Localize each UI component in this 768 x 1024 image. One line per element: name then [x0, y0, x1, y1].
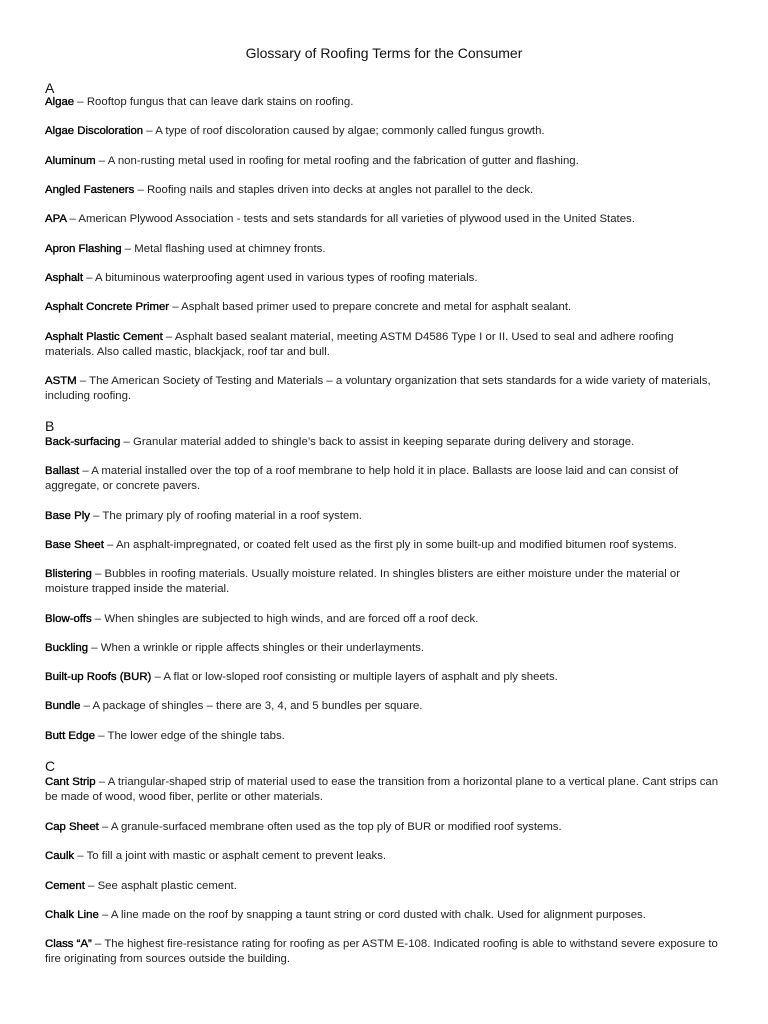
glossary-definition: A line made on the roof by snapping a taunt string or cord dusted with chalk. Used for alignment purposes.: [110, 909, 646, 921]
term-separator: –: [84, 880, 98, 892]
glossary-term: APA: [45, 213, 67, 225]
glossary-definition: Granular material added to shingle’s back to assist in keeping separate during delivery and storage.: [133, 436, 635, 448]
term-separator: –: [66, 213, 79, 225]
glossary-definition: Bubbles in roofing materials. Usually moisture related. In shingles blisters are either moisture under the material or moisture trapped inside the material.: [45, 568, 681, 595]
term-separator: –: [98, 909, 111, 921]
glossary-entry: [45, 820, 725, 835]
section-letter-a: A: [45, 80, 55, 96]
glossary-definition: A package of shingles – there are 3, 4, and 5 bundles per square.: [92, 700, 423, 712]
glossary-entry: [45, 183, 725, 198]
term-separator: –: [88, 642, 101, 654]
glossary-term: Asphalt Plastic Cement: [45, 331, 163, 343]
glossary-entry: [45, 612, 725, 627]
glossary-entry: [45, 879, 725, 894]
glossary-entry: [45, 509, 725, 524]
glossary-entry: [45, 464, 725, 494]
glossary-entry: [45, 95, 725, 110]
term-separator: –: [95, 776, 108, 788]
glossary-definition: A non-rusting metal used in roofing for metal roofing and the fabrication of gutter and flashing.: [107, 155, 579, 167]
term-separator: –: [121, 243, 135, 255]
glossary-term: Algae: [45, 96, 75, 108]
term-separator: –: [91, 568, 105, 580]
glossary-term: Asphalt: [45, 272, 83, 284]
glossary-term: Caulk: [45, 850, 75, 862]
term-separator: –: [89, 510, 103, 522]
glossary-definition: A bituminous waterproofing agent used in various types of roofing materials.: [95, 272, 478, 284]
glossary-term: Cap Sheet: [45, 821, 99, 833]
glossary-definition: Rooftop fungus that can leave dark stains on roofing.: [86, 96, 354, 108]
glossary-definition: The American Society of Testing and Materials – a voluntary organization that sets standards for a wide variety of materials, including roofing.: [45, 375, 711, 402]
glossary-definition: The lower edge of the shingle tabs.: [107, 730, 285, 742]
glossary-entry: [45, 775, 725, 805]
document-title: Glossary of Roofing Terms for the Consumer: [245, 45, 523, 61]
glossary-definition: An asphalt-impregnated, or coated felt used as the first ply in some built-up and modified bitumen roof systems.: [115, 539, 677, 551]
glossary-term: Algae Discoloration: [45, 125, 144, 137]
glossary-definition: A triangular-shaped strip of material used to ease the transition from a horizontal plane to a vertical plane. Cant strips can be made of wood, wood fiber, perlite or other materials.: [45, 776, 719, 803]
term-separator: –: [74, 96, 87, 108]
glossary-entry: [45, 937, 725, 967]
glossary-definition: To fill a joint with mastic or asphalt cement to prevent leaks.: [86, 850, 387, 862]
glossary-definition: When shingles are subjected to high winds, and are forced off a roof deck.: [104, 613, 479, 625]
glossary-term: Angled Fasteners: [45, 184, 135, 196]
glossary-term: Bundle: [45, 700, 81, 712]
term-separator: –: [95, 730, 108, 742]
glossary-entry: [45, 908, 725, 923]
glossary-term: Asphalt Concrete Primer: [45, 301, 170, 313]
glossary-definition: A granule-surfaced membrane often used as the top ply of BUR or modified roof systems.: [110, 821, 562, 833]
glossary-term: ASTM: [45, 375, 77, 387]
term-separator: –: [91, 938, 105, 950]
glossary-term: Blistering: [45, 568, 92, 580]
term-separator: –: [95, 155, 108, 167]
glossary-entry: [45, 154, 725, 169]
glossary-term: Blow-offs: [45, 613, 92, 625]
glossary-definition: Asphalt based primer used to prepare concrete and metal for asphalt sealant.: [181, 301, 572, 313]
glossary-definition: A material installed over the top of a roof membrane to help hold it in place. Ballasts are loose laid and can consist of aggregate, or concrete pavers.: [45, 465, 679, 492]
glossary-definition: A type of roof discoloration caused by algae; commonly called fungus growth.: [155, 125, 545, 137]
glossary-term: Cement: [45, 880, 85, 892]
glossary-definition: Metal flashing used at chimney fronts.: [134, 243, 326, 255]
glossary-term: Apron Flashing: [45, 243, 122, 255]
term-separator: –: [74, 850, 87, 862]
term-separator: –: [98, 821, 111, 833]
glossary-definition: Asphalt based sealant material, meeting ASTM D4586 Type I or II. Used to seal and adhere roofing materials. Also called mastic, blackjack, roof tar and bull.: [45, 331, 674, 358]
glossary-entry: [45, 435, 725, 450]
glossary-term: Base Sheet: [45, 539, 104, 551]
glossary-term: Back-surfacing: [45, 436, 121, 448]
glossary-definition: American Plywood Association - tests and sets standards for all varieties of plywood used in the United States.: [78, 213, 635, 225]
glossary-entry: [45, 212, 725, 227]
glossary-term: Buckling: [45, 642, 89, 654]
term-separator: –: [120, 436, 134, 448]
term-separator: –: [143, 125, 156, 137]
glossary-entry: [45, 538, 725, 553]
term-separator: –: [169, 301, 182, 313]
glossary-entry: [45, 699, 725, 714]
glossary-entry: [45, 242, 725, 257]
term-separator: –: [80, 700, 93, 712]
glossary-definition: See asphalt plastic cement.: [97, 880, 237, 892]
glossary-entry: [45, 271, 725, 286]
glossary-entry: [45, 849, 725, 864]
glossary-entry: [45, 330, 725, 360]
glossary-definition: Roofing nails and staples driven into decks at angles not parallel to the deck.: [146, 184, 534, 196]
glossary-entry: [45, 641, 725, 656]
glossary-entry: [45, 374, 725, 404]
glossary-entry: [45, 567, 725, 597]
term-separator: –: [103, 539, 116, 551]
glossary-entry: [45, 729, 725, 744]
section-letter-c: C: [45, 758, 56, 774]
term-separator: –: [151, 671, 164, 683]
glossary-term: Ballast: [45, 465, 80, 477]
glossary-term: Built-up Roofs (BUR): [45, 671, 152, 683]
glossary-term: Aluminum: [45, 155, 96, 167]
glossary-term: Cant Strip: [45, 776, 96, 788]
glossary-term: Butt Edge: [45, 730, 96, 742]
glossary-definition: The primary ply of roofing material in a roof system.: [102, 510, 362, 522]
term-separator: –: [134, 184, 147, 196]
term-separator: –: [91, 613, 105, 625]
glossary-term: Class “A”: [45, 938, 92, 950]
section-letter-b: B: [45, 418, 55, 434]
term-separator: –: [83, 272, 96, 284]
term-separator: –: [162, 331, 175, 343]
glossary-entry: [45, 300, 725, 315]
glossary-term: Chalk Line: [45, 909, 99, 921]
glossary-definition: The highest fire-resistance rating for roofing as per ASTM E-108. Indicated roofing is able to withstand severe exposure to fire originating from sources outside the building.: [45, 938, 718, 965]
glossary-entry: [45, 670, 725, 685]
term-separator: –: [79, 465, 92, 477]
glossary-entry: [45, 124, 725, 139]
glossary-definition: When a wrinkle or ripple affects shingles or their underlayments.: [100, 642, 425, 654]
term-separator: –: [76, 375, 90, 387]
glossary-term: Base Ply: [45, 510, 90, 522]
glossary-definition: A flat or low-sloped roof consisting or multiple layers of asphalt and ply sheets.: [163, 671, 558, 683]
